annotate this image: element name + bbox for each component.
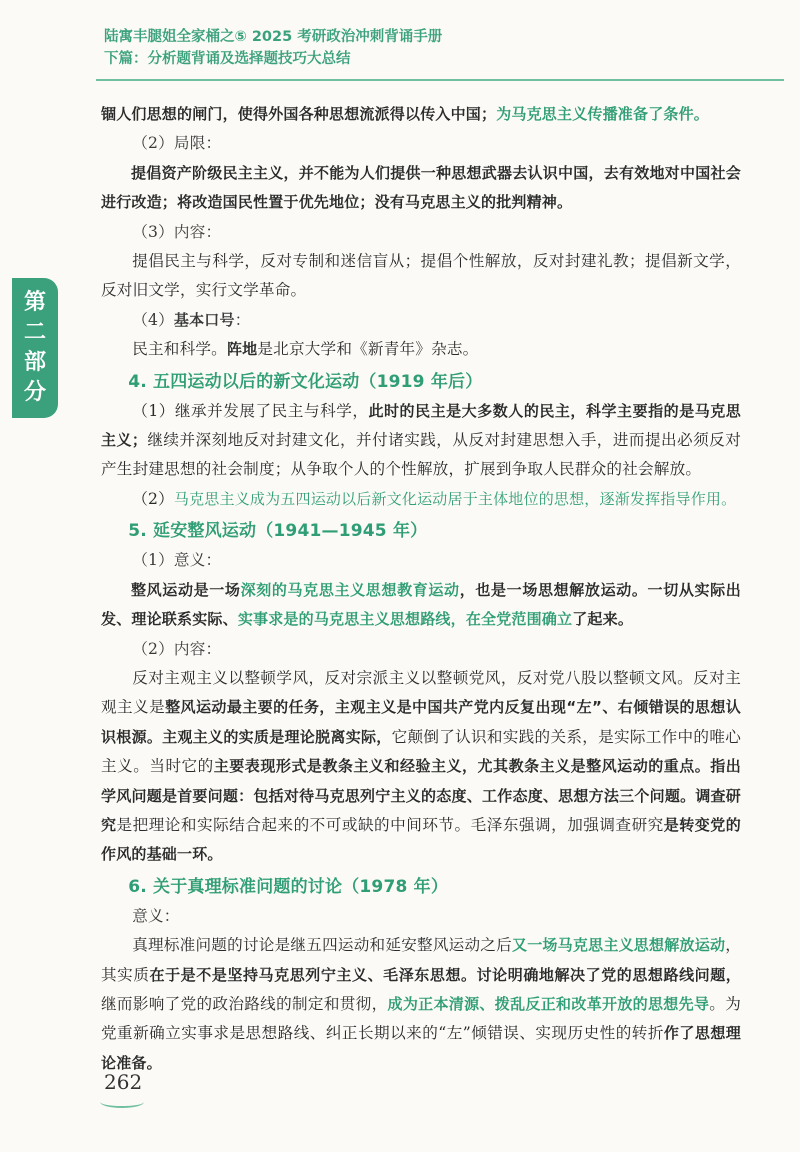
bold-text: 基本口号 [173,310,235,329]
item-label: （1）意义： [132,551,222,570]
section-heading: 5. 延安整风运动（1941—1945 年） [128,521,428,542]
page-number: 262 [104,1070,143,1094]
paragraph [101,931,741,1078]
text: 反对主观主义以整顿学风，反对宗派主义以整顿党风，反对党八股以整顿文风。反对主观主义是 [101,668,741,717]
paragraph [101,485,741,514]
bold-text: 整风运动是一场 [131,580,241,599]
text: 真理标准问题的讨论是继五四运动和延安整风运动之后 [132,936,512,955]
text: 是北京大学和《新青年》杂志。 [257,340,479,359]
bold-text: 主要表现形式是教条主义和经验主义，尤其教条主义是整风运动的重点。指出学风问题是首要问题：包括对待马克思列宁主义的态度、工作态度、思想方法三个问题。调查研究 [101,757,741,834]
text: 。为党重新确立实事求是思想路线、纠正长期以来的“左”倾错误、实现历史性的转折 [101,994,741,1043]
item-label: （2）局限： [132,134,222,153]
item-label: （3）内容： [132,222,222,241]
highlight-text: 又一场马克思主义思想解放运动 [511,936,726,955]
bold-text: 整风运动最主要的任务，主观主义是中国共产党内反复出现“左”、右倾错误的思想认识根源。主观主义的实质是理论脱离实际， [101,698,741,746]
item-label: （2）内容： [132,639,222,658]
bold-text: 此时的民主是大多数人的民主，科学主要指的是马克思主义； [101,401,741,450]
text: 是把理论和实际结合起来的不可或缺的中间环节。毛泽东强调，加强调查研究 [116,815,664,834]
highlight-text: 深刻的马克思主义思想教育运动 [240,580,460,599]
bold-text: 了起来。 [572,610,634,629]
paragraph [101,576,741,635]
bold-text: 锢人们思想的闸门，使得外国各种思想流派得以传入中国； [101,105,497,123]
section-tab-char: 二 [23,320,46,345]
section-heading: 4. 五四运动以后的新文化运动（1919 年后） [128,371,483,392]
label-colon: ： [234,310,251,329]
section-tab [12,278,58,418]
bold-text: 在于是不是坚持马克思列宁主义、毛泽东思想。讨论明确地解决了党的思想路线问题， [149,965,741,984]
page-number-decoration [100,1096,144,1108]
highlight-text: 为马克思主义传播准备了条件。 [496,105,710,123]
section-heading: 6. 关于真理标准问题的讨论（1978 年） [128,876,449,897]
page-body [101,100,741,1078]
text: （1）继承并发展了民主与科学， [132,401,369,420]
header-divider [96,79,784,81]
section-tab-char: 分 [23,380,46,405]
running-header [104,26,744,70]
text: 继而影响了党的政治路线的制定和贯彻， [101,994,388,1013]
highlight-text: 实事求是的马克思主义思想路线，在全党范围确立 [237,610,573,629]
bold-text: ，也是一场思想解放运动。一切从实际出发、理论联系实际、 [101,580,742,629]
section-tab-char: 部 [23,350,46,375]
label-number: （4） [132,310,174,329]
text: 继续并深刻地反对封建文化，并付诸实践，从反对封建思想入手，进而提出必须反对产生封建思想的社会制度；从争取个人的个性解放，扩展到争取人民群众的社会解放。 [101,431,741,479]
paragraph [101,335,741,364]
paragraph [101,100,741,129]
header-title: 陆寓丰腿姐全家桶之⑤ 2025 考研政治冲刺背诵手册 [104,29,443,45]
text: （2） [132,489,174,508]
header-subtitle: 下篇：分析题背诵及选择题技巧大总结 [104,51,351,67]
item-label [101,306,741,335]
item-label: 意义： [132,906,180,925]
highlight-text: 马克思主义成为五四运动以后新文化运动居于主体地位的思想，逐渐发挥指导作用。 [173,489,737,508]
highlight-text: 成为正本清源、拨乱反正和改革开放的思想先导 [387,994,710,1013]
bold-text: 阵地 [226,340,258,359]
paragraph [101,664,741,870]
paragraph: 提倡资产阶级民主主义，并不能为人们提供一种思想武器去认识中国，去有效地对中国社会进行改造；将改造国民性置于优先地位；没有马克思主义的批判精神。 [101,163,741,212]
text: 它颠倒了认识和实践的关系，是实际工作中的唯心主义。当时它的 [101,727,741,776]
bold-text: 是转变党的作风的基础一环。 [101,815,741,864]
section-tab-char: 第 [23,290,46,315]
text: 民主和科学。 [132,340,227,359]
paragraph: 提倡民主与科学，反对专制和迷信盲从；提倡个性解放，反对封建礼教；提倡新文学，反对旧文学，实行文学革命。 [101,252,741,300]
text: ，其实质 [101,936,741,984]
bold-text: 作了思想理论准备。 [101,1024,741,1072]
paragraph [101,397,741,485]
